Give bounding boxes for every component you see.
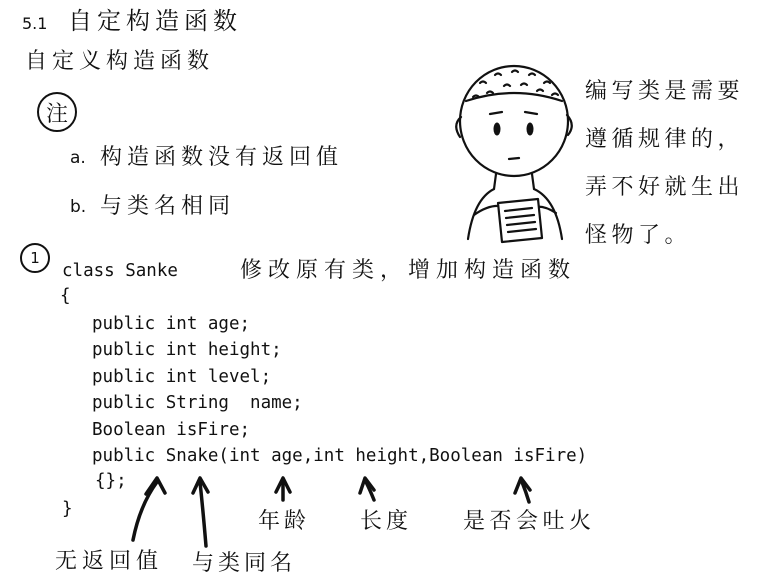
thinking-kid-icon [440,55,580,245]
code-line: public int age; [92,314,251,334]
speech-line: 弄不好就生出 [585,175,745,200]
subtitle: 自定义构造函数 [25,49,215,74]
code-line: public String name; [92,393,303,413]
note-item-a-text: 构造函数没有返回值 [100,145,344,170]
section-number: 5.1 [22,14,48,33]
code-line: public int height; [92,340,282,360]
code-line: Boolean isFire; [92,420,251,440]
code-line: } [62,499,73,519]
note-marker-label: 注 [45,101,68,127]
section-title: 自定构造函数 [68,7,242,35]
annotation-length: 长度 [360,509,413,534]
note-item-b-label: b. [70,197,87,217]
example-comment: 修改原有类，增加构造函数 [240,258,577,283]
note-item-b-text: 与类名相同 [100,194,236,219]
annotation-age: 年龄 [258,509,311,534]
speech-line: 遵循规律的， [585,127,745,152]
speech-line: 编写类是需要 [585,79,745,104]
speech-line: 怪物了。 [585,223,692,248]
arrow-up-icon [193,478,208,546]
code-line: public int level; [92,367,272,387]
code-line: { [60,286,71,306]
annotation-same-name: 与类同名 [192,551,297,576]
code-line: {}; [95,471,127,491]
note-item-a-label: a. [70,148,86,168]
example-marker-label: 1 [30,249,40,267]
arrow-up-icon [515,478,530,502]
annotation-breathes-fire: 是否会吐火 [463,509,596,534]
arrow-up-icon [276,478,290,500]
code-line: class Sanke [62,261,178,281]
arrow-up-icon [133,478,165,540]
code-line: public Snake(int age,int height,Boolean isFire) [92,446,588,466]
annotation-no-return: 无返回值 [55,549,164,574]
arrow-up-icon [360,478,374,500]
